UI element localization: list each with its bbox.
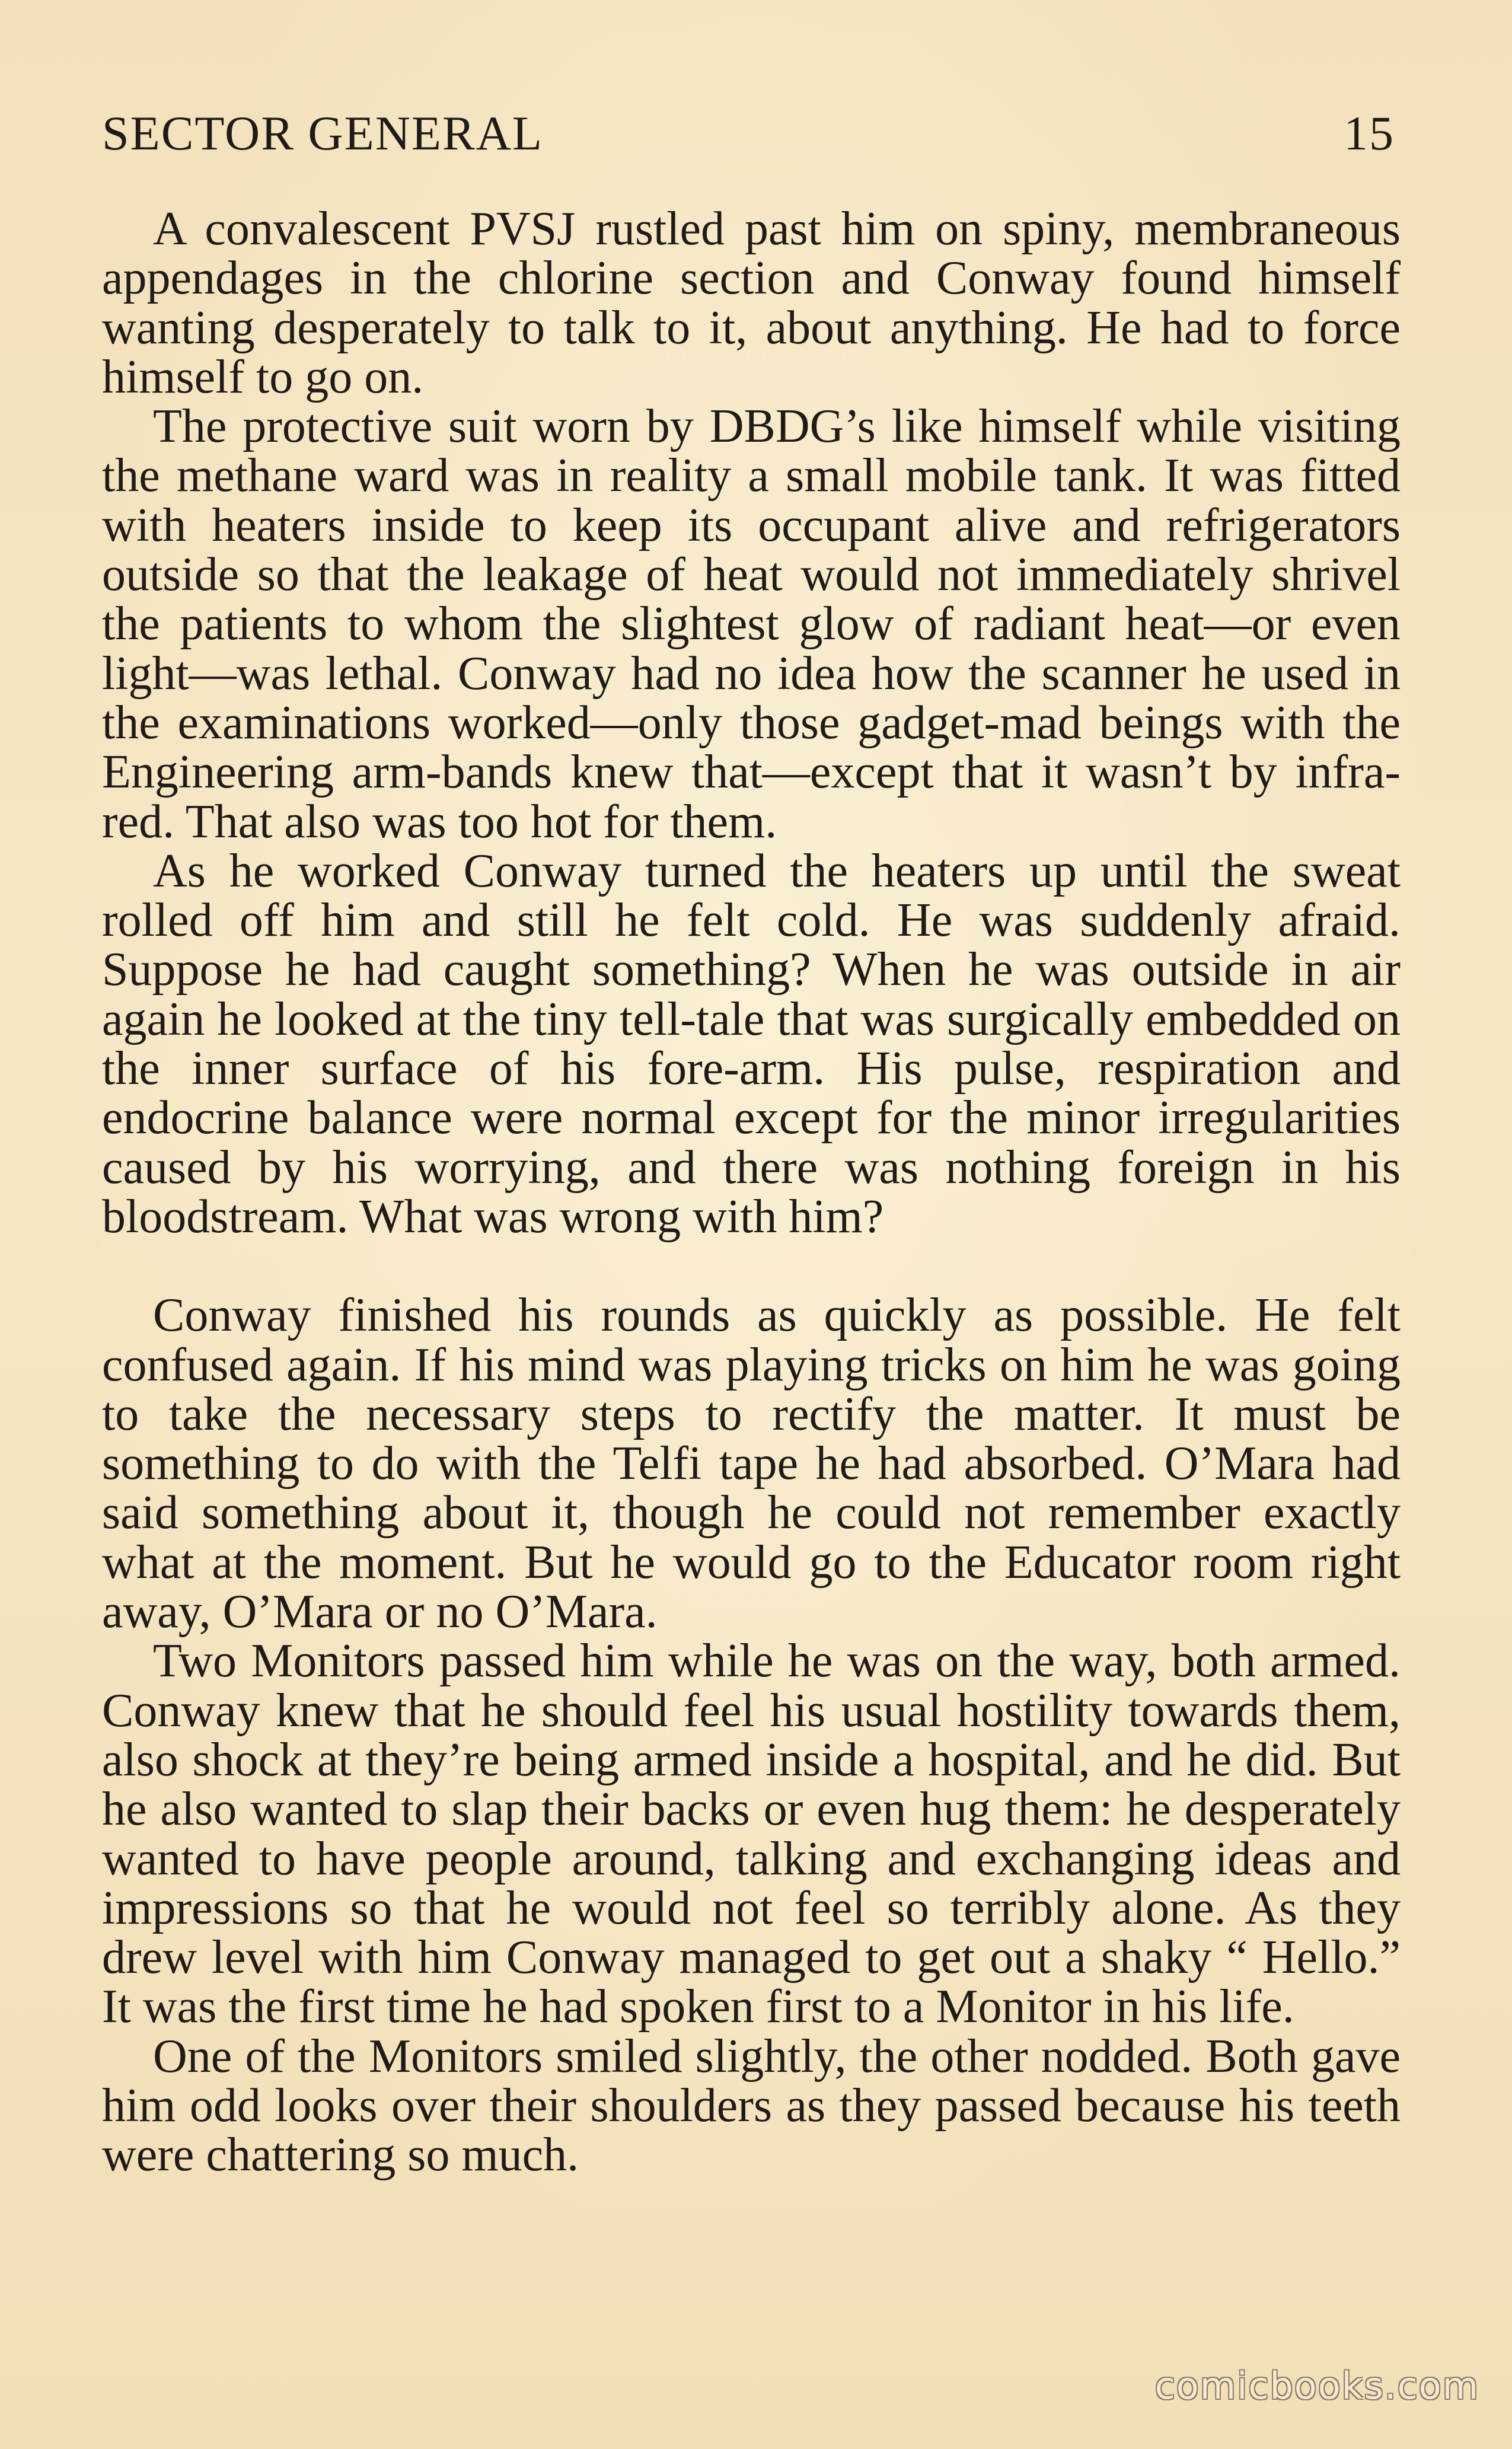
- paragraph: Conway finished his rounds as quickly as possible. He felt confused again. If his mind was playing tricks on him he was going to take the necessary steps to rectify the matter. It must be something to do with the Telfi tape he had absorbed. O’Mara had said something about it, though he could not remember exactly what at the moment. But he would go to the Educator room right away, O’Mara or no O’Mara.: [102, 1289, 1401, 1638]
- paragraph: The protective suit worn by DBDG’s like himself while visiting the methane ward was in reality a small mobile tank. It was fitted with heaters inside to keep its occupant alive and refrigerators outside so that the leakage of heat would not immediately shrivel the patients to whom the slightest glow of radiant heat—or even light—was lethal. Conway had no idea how the scanner he used in the examinations worked—only those gadget-mad beings with the Engineering arm-bands knew that—except that it wasn’t by infra-red. That also was too hot for them.: [102, 400, 1401, 848]
- body-text: [102, 205, 1401, 2180]
- paragraph: A convalescent PVSJ rustled past him on spiny, membraneous appendages in the chlorine section and Conway found himself wanting desperately to talk to it, about anything. He had to force himself to go on.: [102, 203, 1401, 403]
- page-number: 15: [1344, 106, 1395, 160]
- section-break: [102, 1242, 1401, 1291]
- paragraph: One of the Monitors smiled slightly, the other nodded. Both gave him odd looks over their shoulders as they passed because his teeth were chattering so much.: [102, 2030, 1401, 2182]
- watermark: comicbooks.com: [1154, 2364, 1479, 2407]
- running-head-title: SECTOR GENERAL: [102, 106, 544, 160]
- paragraph: As he worked Conway turned the heaters up until the sweat rolled off him and still he felt cold. He was suddenly afraid. Suppose he had caught something? When he was outside in air again he looked at the tiny tell-tale that was surgically embedded on the inner surface of his fore-arm. His pulse, respiration and endocrine balance were normal except for the minor irregularities caused by his worrying, and there was nothing foreign in his bloodstream. What was wrong with him?: [102, 844, 1401, 1243]
- paragraph: Two Monitors passed him while he was on the way, both armed. Conway knew that he should feel his usual hostility towards them, also shock at they’re being armed inside a hospital, and he did. But he also wanted to slap their backs or even hug them: he desperately wanted to have people around, talking and exchanging ideas and impressions so that he would not feel so terribly alone. As they drew level with him Conway managed to get out a shaky “ Hello.” It was the first time he had spoken first to a Monitor in his life.: [102, 1635, 1401, 2033]
- running-head: [102, 106, 1395, 165]
